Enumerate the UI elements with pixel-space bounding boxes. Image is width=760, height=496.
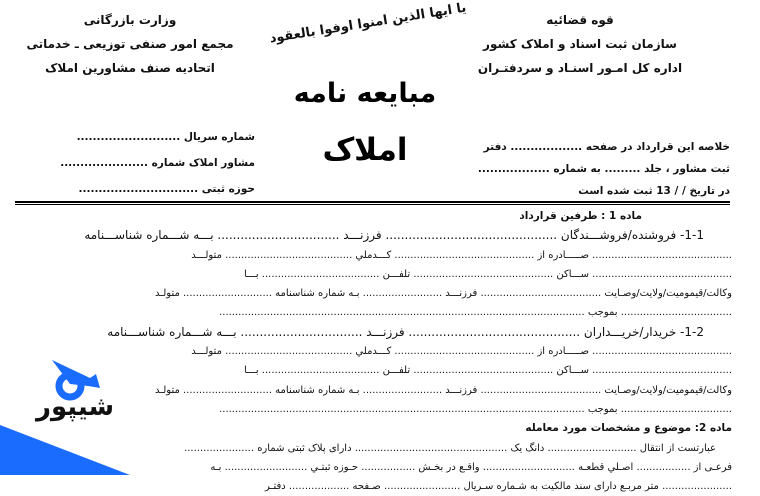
document-subtitle: املاک (322, 132, 408, 168)
guild-assembly-title: مجمع امور صنفی توزیعی ـ خدماتی (26, 37, 234, 51)
buyer-line-1: 1-2- خریدار/خریـــداران ............................................. فرزنـــد ................................ بـــه شـــماره شناســـنامه (107, 324, 704, 339)
subject-line-1: عبارتست از انتقال ............................ دانگ یک ................................................ دارای پلاک ثبتی شماره ...................... (184, 442, 716, 454)
subject-line-3: ...................... متر مربـع دارای سند مالکیت به شـماره سـریال ........................ صـفحه ................... دفتـر (265, 481, 732, 493)
buyer-line-4: وکالت/قیمومیت/ولایت/وصـایت ...................................... فرزنـــد ......................... بـه شماره شناسنامه ............................ متولـد (155, 384, 732, 396)
summary-date-line: در تاریخ / / 13 ثبت شده است (578, 185, 730, 197)
summary-volume-line: ثبت مشاور ، جلد ......... به شماره .................. (477, 163, 730, 175)
ministry-title: وزارت بازرگانی (83, 13, 177, 27)
seller-line-5: ................................... بموجب ................................................................................................................... (219, 307, 732, 319)
quran-verse: یا ایها الذین امنوا اوفوا بالعقود (268, 0, 468, 47)
registry-district-field: حوزه ثبتی .............................. (78, 183, 255, 195)
brand-corner-shape (0, 425, 130, 475)
subject-line-2: فرعـی از ................. اصـلي قطعـه ............................. واقـع در بخـش ................. حـوزه ثبتـي .......................... بـه (210, 461, 732, 473)
buyer-line-2: ............................................ صـــــادره از ............................................ کـــدملي ........................................ متولـــد (191, 346, 732, 358)
serial-number-field: شماره سریال .......................... (76, 131, 255, 143)
realtor-union-title: اتحادیه صنف مشاورین املاک (45, 61, 215, 75)
header-divider (15, 201, 730, 205)
sheypoor-logo-text: شیپور (36, 392, 115, 422)
registration-summary (430, 136, 730, 202)
seller-line-2: ............................................ صـــــادره از ............................................ کـــدملي ........................................ متولـــد (191, 249, 732, 261)
seller-line-1: 1-1- فروشنده/فروشـــندگان ............................................. فرزنـــد ................................ بـــه شـــماره شناســـنامه (84, 228, 704, 243)
article1-title: ماده 1 : طرفین قرارداد (519, 210, 642, 222)
commerce-ministry-header (10, 8, 250, 80)
judiciary-header (460, 8, 700, 80)
summary-page-line: خلاصه این قرارداد در صفحه .................. دفتر (483, 141, 730, 153)
agent-number-field: مشاور املاک شماره ...................... (60, 157, 255, 169)
seller-line-3: ............................................ ســـاکن ............................................ تلفـــن ..................................... بـــا (244, 268, 732, 280)
document-title: مبایعه نامه (293, 78, 437, 109)
registry-org-title: سازمان ثبت اسناد و املاک کشور (483, 37, 677, 51)
buyer-line-5: ................................... بموجب ................................................................................................................... (219, 403, 732, 415)
seller-line-4: وکالت/قیمومیت/ولایت/وصـایت ...................................... فرزنـــد ......................... بـه شماره شناسنامه ............................ متولـد (155, 288, 732, 300)
judiciary-title: قوه قضائیه (546, 13, 614, 27)
buyer-line-3: ............................................ ســـاکن ............................................ تلفـــن ..................................... بـــا (244, 365, 732, 377)
notary-office-title: اداره کل امـور اسنـاد و سردفتـران (477, 61, 683, 75)
article2-title: ماده 2: موضوع و مشخصات مورد معامله (525, 422, 732, 435)
serial-info (40, 124, 255, 202)
